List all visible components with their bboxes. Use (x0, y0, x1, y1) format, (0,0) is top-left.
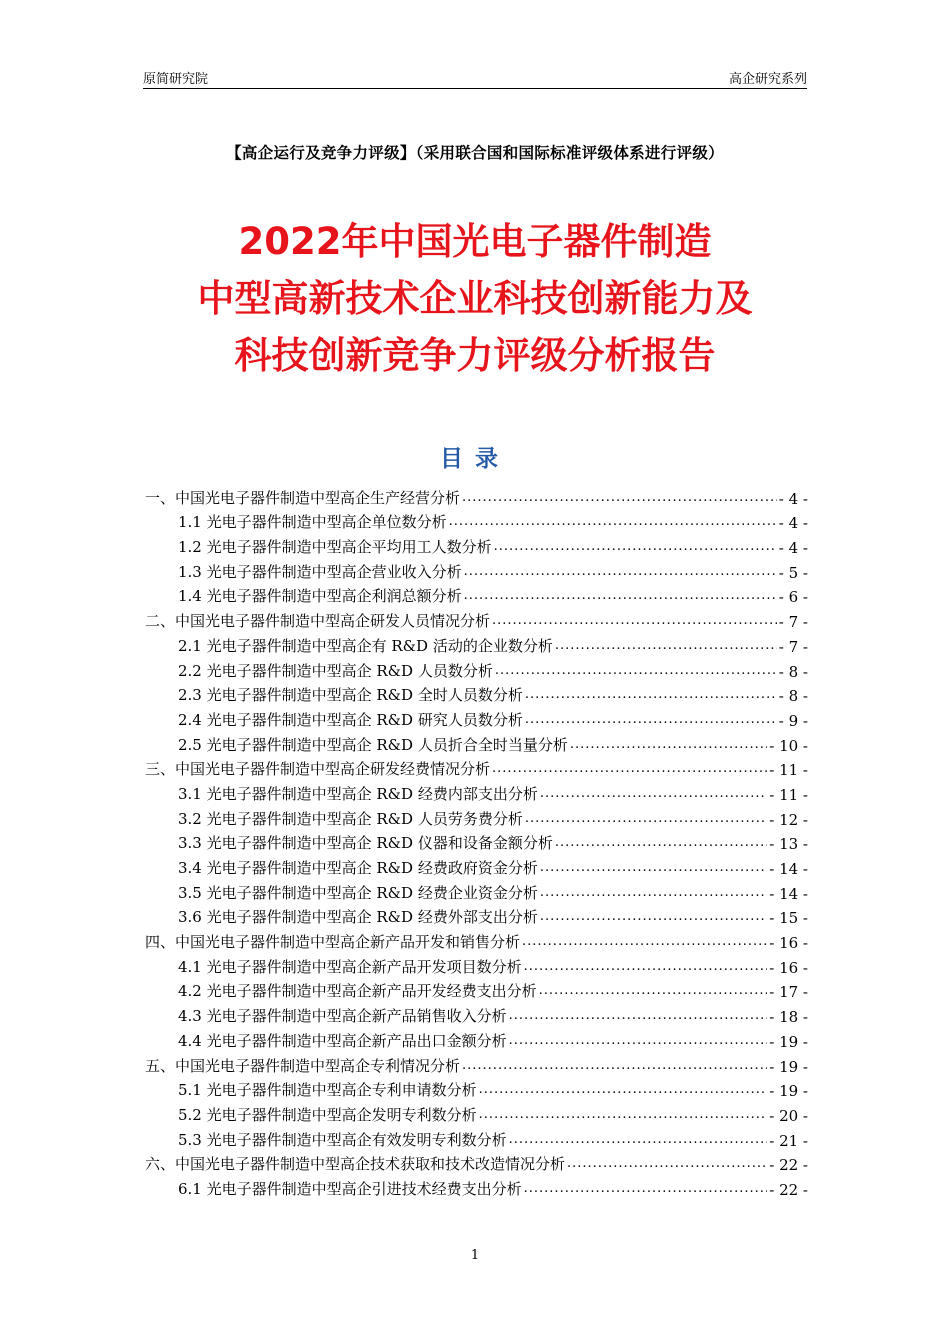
toc-leader-dots (464, 588, 777, 603)
toc-entry[interactable] (145, 853, 808, 878)
toc-leader-dots (509, 1008, 768, 1023)
toc-leader-dots (495, 663, 777, 678)
toc-entry-title: 5.3 光电子器件制造中型高企有效发明专利数分析 (178, 1130, 507, 1149)
toc-entry[interactable] (145, 1150, 808, 1175)
toc-entry[interactable] (145, 631, 808, 656)
toc-entry[interactable] (145, 1026, 808, 1051)
toc-entry-title: 4.4 光电子器件制造中型高企新产品出口金额分析 (178, 1031, 507, 1050)
toc-entry-page: - 9 - (778, 711, 808, 730)
toc-entry-page: - 17 - (769, 983, 808, 1002)
toc-entry[interactable] (145, 681, 808, 706)
toc-entry-title: 5.1 光电子器件制造中型高企专利申请数分析 (178, 1081, 477, 1100)
toc-entry-page: - 4 - (778, 539, 808, 558)
toc-entry[interactable] (145, 1001, 808, 1026)
toc-entry-title: 4.2 光电子器件制造中型高企新产品开发经费支出分析 (178, 982, 537, 1001)
toc-entry-title: 2.1 光电子器件制造中型高企有 R&D 活动的企业数分析 (178, 636, 553, 655)
title-line-1: 2022年中国光电子器件制造 (238, 220, 712, 263)
toc-leader-dots (494, 539, 777, 554)
toc-leader-dots (524, 1181, 768, 1196)
toc-entry-title: 3.5 光电子器件制造中型高企 R&D 经费企业资金分析 (178, 883, 538, 902)
toc-entry-page: - 16 - (769, 958, 808, 977)
toc-leader-dots (509, 1033, 768, 1048)
header-right-text: 高企研究系列 (728, 72, 807, 87)
toc-leader-dots (525, 811, 767, 826)
toc-entry[interactable] (145, 1125, 808, 1150)
toc-leader-dots (492, 613, 777, 628)
toc-entry-title: 六、中国光电子器件制造中型高企技术获取和技术改造情况分析 (145, 1155, 566, 1174)
rating-subtitle: 【高企运行及竞争力评级】（采用联合国和国际标准评级体系进行评级） (226, 144, 724, 162)
toc-entry[interactable] (145, 730, 808, 755)
toc-leader-dots (522, 934, 767, 949)
toc-leader-dots (464, 564, 777, 579)
toc-entry[interactable] (145, 829, 808, 854)
toc-leader-dots (492, 761, 767, 776)
toc-leader-dots (524, 959, 768, 974)
toc-entry-title: 3.6 光电子器件制造中型高企 R&D 经费外部支出分析 (178, 908, 538, 927)
toc-entry[interactable] (145, 532, 808, 557)
toc-entry-page: - 19 - (769, 1032, 808, 1051)
toc-entry[interactable] (145, 977, 808, 1002)
title-line-2: 中型高新技术企业科技创新能力及 (197, 277, 753, 320)
toc-entry[interactable] (145, 927, 808, 952)
toc-leader-dots (509, 1132, 768, 1147)
toc-entry-page: - 8 - (778, 662, 808, 681)
toc-entry-title: 2.2 光电子器件制造中型高企 R&D 人员数分析 (178, 661, 493, 680)
toc-entry-page: - 7 - (778, 613, 808, 632)
toc-entry-title: 1.3 光电子器件制造中型高企营业收入分析 (178, 562, 462, 581)
toc-entry-title: 4.1 光电子器件制造中型高企新产品开发项目数分析 (178, 957, 522, 976)
toc-leader-dots (479, 1082, 768, 1097)
toc-heading: 目录 (440, 446, 510, 472)
toc-entry-page: - 13 - (769, 835, 808, 854)
toc-entry-title: 1.2 光电子器件制造中型高企平均用工人数分析 (178, 538, 492, 557)
toc-leader-dots (462, 490, 777, 505)
toc-entry-title: 2.5 光电子器件制造中型高企 R&D 人员折合全时当量分析 (178, 735, 568, 754)
toc-entry[interactable] (145, 606, 808, 631)
toc-entry-title: 1.4 光电子器件制造中型高企利润总额分析 (178, 587, 462, 606)
toc-entry-title: 三、中国光电子器件制造中型高企研发经费情况分析 (145, 760, 491, 779)
page-header (143, 66, 807, 89)
toc-leader-dots (540, 786, 767, 801)
toc-entry-page: - 10 - (769, 736, 808, 755)
table-of-contents (145, 483, 808, 1199)
toc-entry[interactable] (145, 1076, 808, 1101)
toc-entry-page: - 19 - (769, 1057, 808, 1076)
toc-entry[interactable] (145, 952, 808, 977)
toc-entry-title: 四、中国光电子器件制造中型高企新产品开发和销售分析 (145, 933, 521, 952)
toc-entry[interactable] (145, 582, 808, 607)
toc-entry-page: - 18 - (769, 1008, 808, 1027)
toc-entry-page: - 12 - (769, 810, 808, 829)
toc-entry-page: - 21 - (769, 1131, 808, 1150)
toc-entry-title: 2.3 光电子器件制造中型高企 R&D 全时人员数分析 (178, 686, 523, 705)
toc-leader-dots (540, 885, 767, 900)
toc-entry-title: 5.2 光电子器件制造中型高企发明专利数分析 (178, 1105, 477, 1124)
page-number: 1 (470, 1248, 480, 1263)
toc-leader-dots (540, 860, 767, 875)
report-title (0, 213, 950, 384)
toc-entry[interactable] (145, 1051, 808, 1076)
toc-entry-title: 3.2 光电子器件制造中型高企 R&D 人员劳务费分析 (178, 809, 523, 828)
toc-entry[interactable] (145, 903, 808, 928)
toc-leader-dots (555, 638, 777, 653)
toc-leader-dots (525, 712, 777, 727)
toc-entry-page: - 20 - (769, 1106, 808, 1125)
toc-leader-dots (539, 983, 768, 998)
toc-entry-page: - 11 - (769, 785, 808, 804)
toc-leader-dots (567, 1156, 767, 1171)
toc-entry[interactable] (145, 508, 808, 533)
toc-entry-title: 二、中国光电子器件制造中型高企研发人员情况分析 (145, 612, 491, 631)
toc-entry-title: 3.4 光电子器件制造中型高企 R&D 经费政府资金分析 (178, 859, 538, 877)
toc-entry[interactable] (145, 1174, 808, 1199)
toc-entry-title: 4.3 光电子器件制造中型高企新产品销售收入分析 (178, 1007, 507, 1026)
toc-entry-page: - 4 - (778, 514, 808, 533)
toc-entry[interactable] (145, 1100, 808, 1125)
toc-entry[interactable] (145, 804, 808, 829)
toc-entry[interactable] (145, 483, 808, 508)
toc-entry-title: 3.1 光电子器件制造中型高企 R&D 经费内部支出分析 (178, 784, 538, 803)
toc-entry-page: - 5 - (778, 563, 808, 582)
toc-leader-dots (462, 1058, 767, 1073)
toc-entry-title: 2.4 光电子器件制造中型高企 R&D 研究人员数分析 (178, 710, 523, 729)
toc-entry[interactable] (145, 557, 808, 582)
header-left-text: 原简研究院 (143, 72, 209, 87)
toc-entry-page: - 19 - (769, 1082, 808, 1101)
toc-leader-dots (570, 737, 767, 752)
title-line-3: 科技创新竞争力评级分析报告 (234, 334, 716, 377)
toc-leader-dots (540, 909, 767, 924)
toc-entry-page: - 8 - (778, 687, 808, 706)
toc-entry-title: 1.1 光电子器件制造中型高企单位数分析 (178, 513, 447, 532)
toc-entry-title: 一、中国光电子器件制造中型高企生产经营分析 (145, 488, 461, 507)
toc-leader-dots (525, 687, 777, 702)
toc-entry-page: - 16 - (769, 934, 808, 953)
toc-entry-title: 3.3 光电子器件制造中型高企 R&D 仪器和设备金额分析 (178, 834, 553, 853)
toc-leader-dots (555, 835, 767, 850)
toc-entry-page: - 7 - (778, 637, 808, 656)
toc-entry[interactable] (145, 705, 808, 730)
toc-entry-page: - 11 - (769, 761, 808, 780)
toc-entry-page: - 6 - (778, 588, 808, 607)
toc-entry-page: - 4 - (778, 489, 808, 508)
toc-leader-dots (449, 514, 777, 529)
toc-entry[interactable] (145, 779, 808, 804)
toc-entry-page: - 15 - (769, 909, 808, 928)
toc-entry[interactable] (145, 656, 808, 681)
toc-entry[interactable] (145, 755, 808, 780)
toc-entry-page: - 14 - (769, 860, 808, 878)
toc-entry-page: - 22 - (769, 1180, 808, 1199)
toc-entry-page: - 22 - (769, 1156, 808, 1175)
toc-entry[interactable] (145, 878, 808, 903)
toc-entry-title: 6.1 光电子器件制造中型高企引进技术经费支出分析 (178, 1179, 522, 1198)
toc-entry-page: - 14 - (769, 884, 808, 903)
toc-entry-title: 五、中国光电子器件制造中型高企专利情况分析 (145, 1056, 461, 1075)
toc-leader-dots (479, 1107, 768, 1122)
